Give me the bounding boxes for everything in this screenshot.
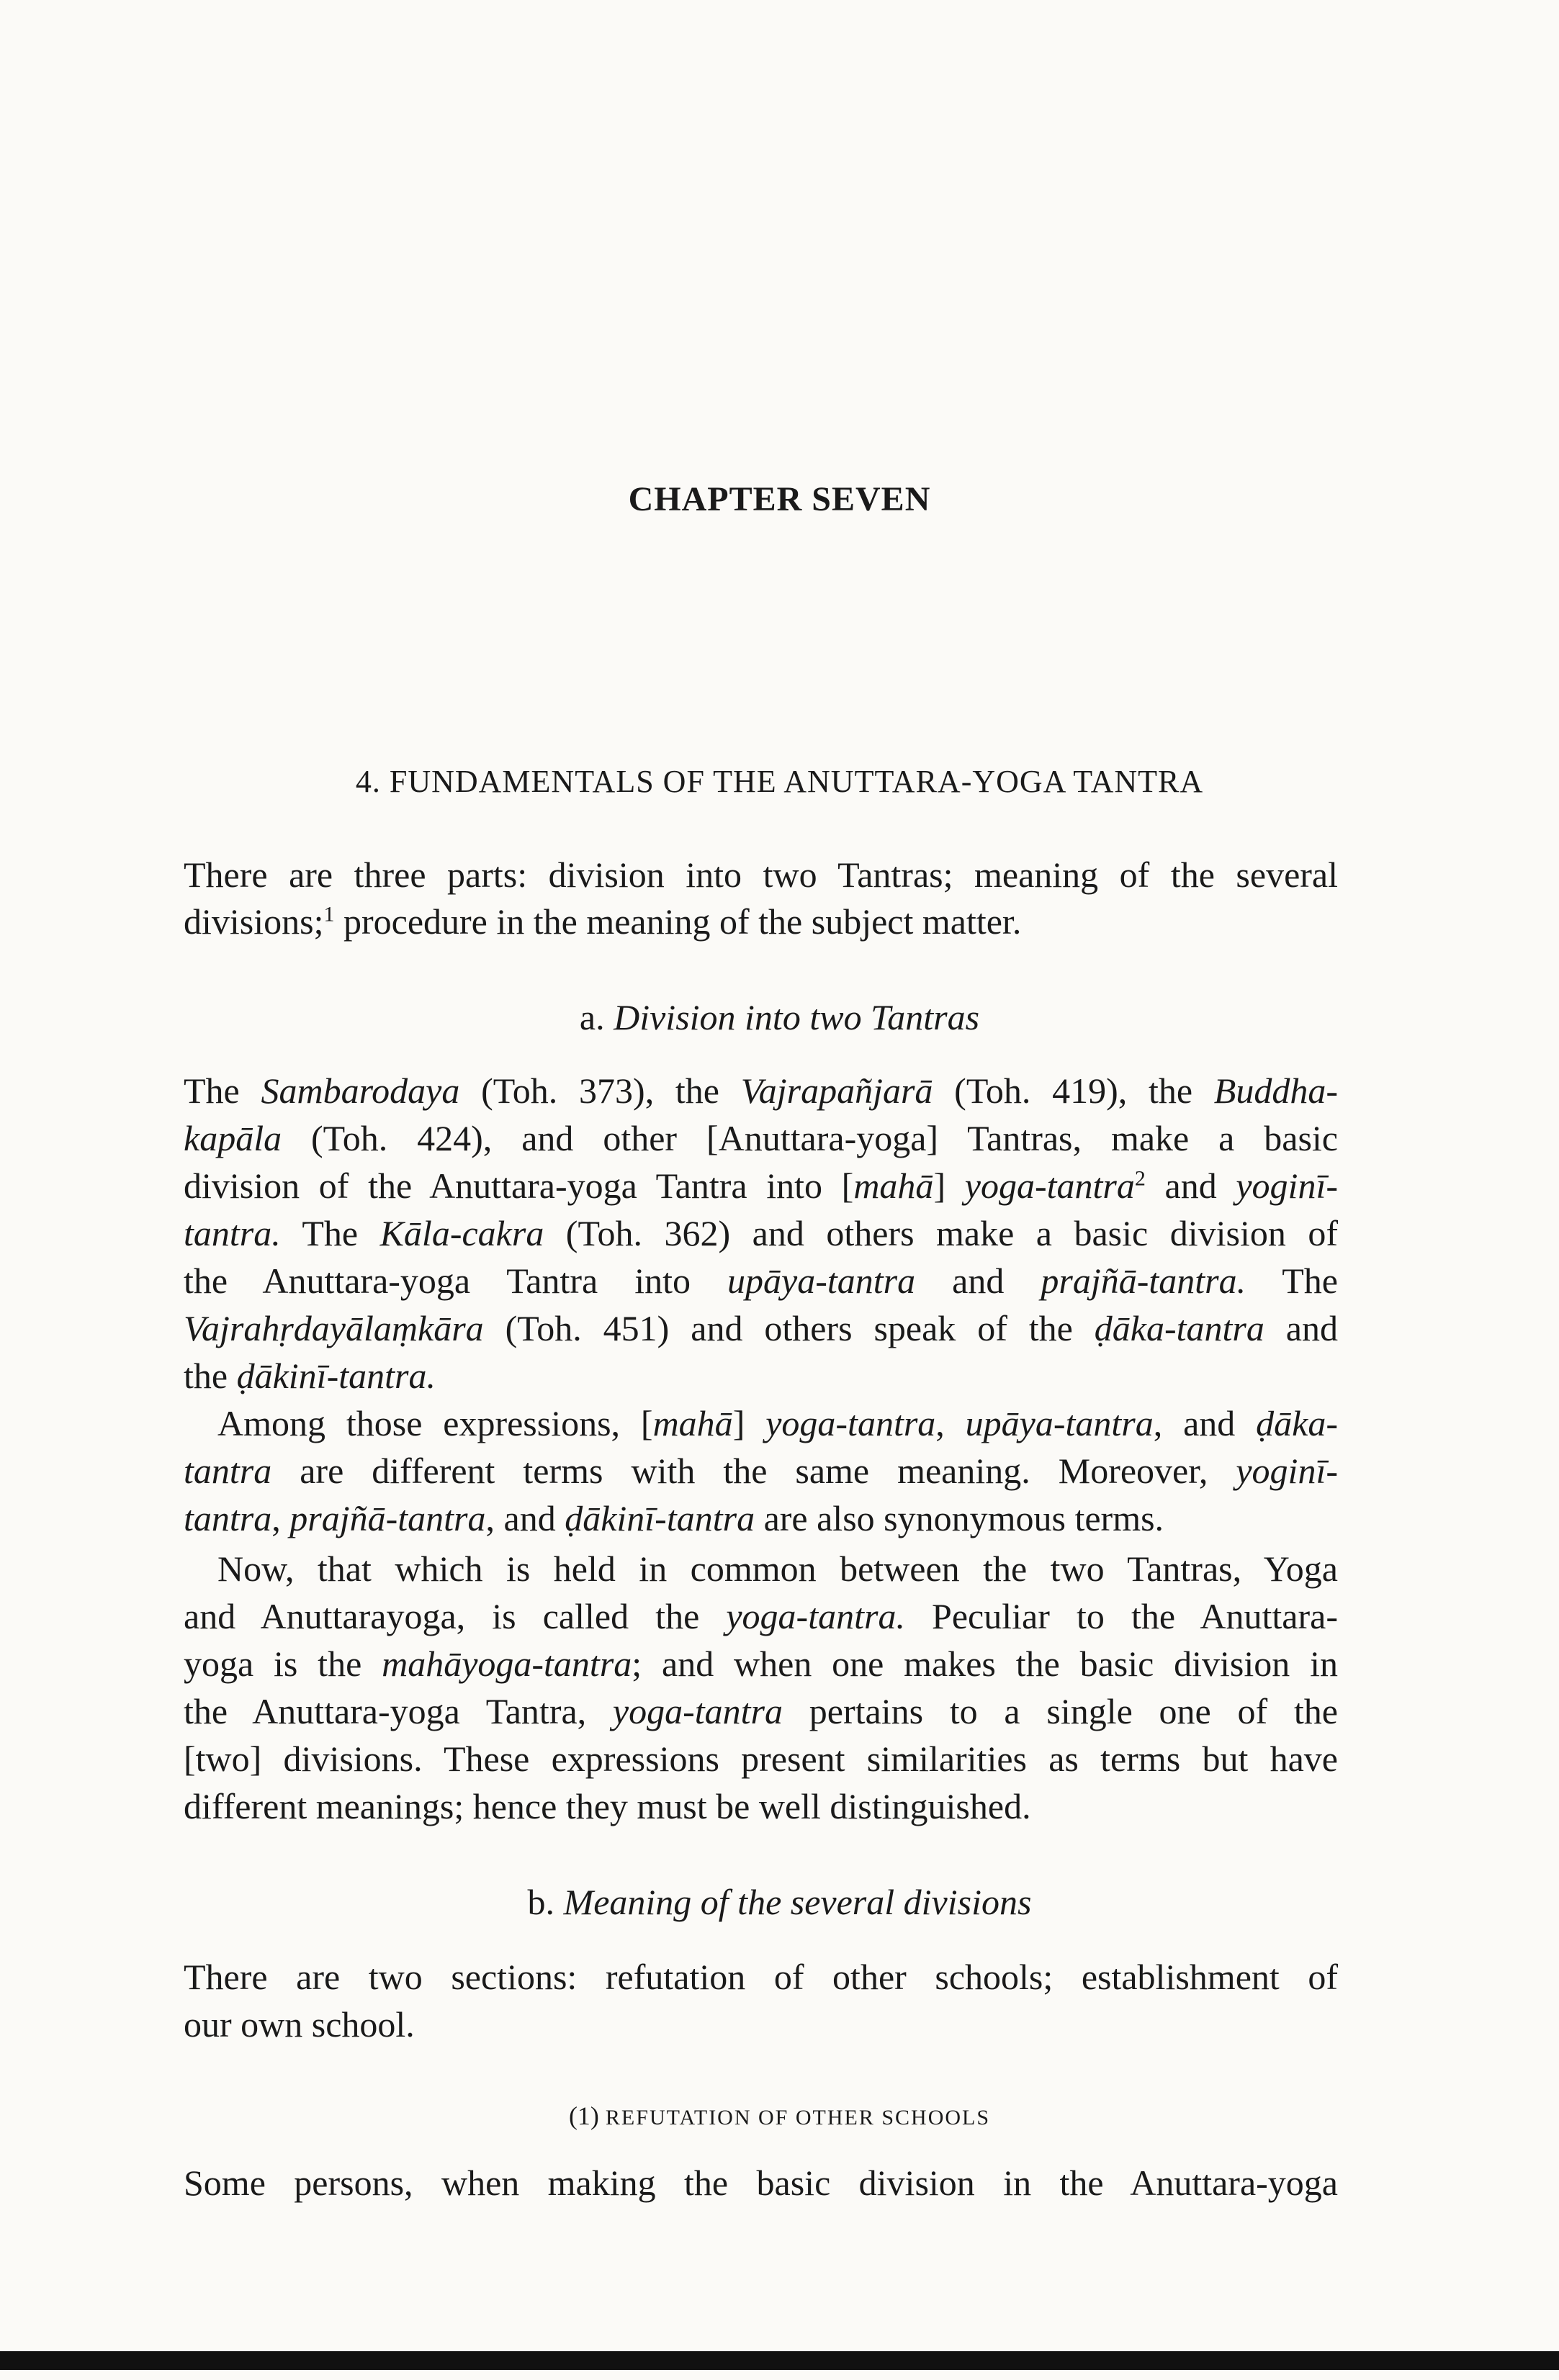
- para3-line-2: and Anuttarayoga, is called the yoga-tantra. Peculiar to the Anuttara-: [184, 1596, 1338, 1636]
- para2-line-2: tantra are different terms with the same meaning. Moreover, yoginī-: [184, 1451, 1338, 1491]
- scan-bottom-edge: [0, 2351, 1559, 2370]
- para2-line-3: tantra, prajñā-tantra, and ḍākinī-tantra are also synonymous terms.: [184, 1498, 1164, 1538]
- section-b-heading: b. Meaning of the several divisions: [527, 1882, 1032, 1922]
- para4-line-2: our own school.: [184, 2004, 415, 2045]
- para1-line-6: Vajrahṛdayālaṃkāra (Toh. 451) and others speak of the ḍāka-tantra and: [184, 1308, 1338, 1348]
- para1-line-3: division of the Anuttara-yoga Tantra into [mahā] yoga-tantra$^2$ and yoginī-: [184, 1166, 1338, 1206]
- para3-line-6: different meanings; hence they must be well distinguished.: [184, 1786, 1031, 1826]
- para1-line-5: the Anuttara-yoga Tantra into upāya-tantra and prajñā-tantra. The: [184, 1261, 1338, 1301]
- section-a-heading: a. Division into two Tantras: [579, 997, 980, 1037]
- para3-line-4: the Anuttara-yoga Tantra, yoga-tantra pertains to a single one of the: [184, 1691, 1338, 1731]
- para4-line-1: There are two sections: refutation of other schools; establishment of: [184, 1957, 1338, 1997]
- intro-line-1: There are three parts: division into two Tantras; meaning of the several: [184, 855, 1338, 895]
- para1-line-4: tantra. The Kāla-cakra (Toh. 362) and others make a basic division of: [184, 1213, 1338, 1253]
- footnote-1-marker: 1: [323, 902, 335, 927]
- part-heading: 4. FUNDAMENTALS OF THE ANUTTARA-YOGA TANTRA: [355, 764, 1204, 799]
- chapter-title: CHAPTER SEVEN: [628, 480, 931, 518]
- para1-line-1: The Sambarodaya (Toh. 373), the Vajrapañjarā (Toh. 419), the Buddha-: [184, 1070, 1338, 1111]
- para3-line-5: [two] divisions. These expressions present similarities as terms but have: [184, 1739, 1338, 1779]
- subsection-1-heading: (1) REFUTATION OF OTHER SCHOOLS: [568, 2101, 991, 2130]
- para5-line-1: Some persons, when making the basic division in the Anuttara-yoga: [184, 2163, 1338, 2203]
- para3-line-3: yoga is the mahāyoga-tantra; and when one makes the basic division in: [184, 1644, 1338, 1684]
- para1-line-2: kapāla (Toh. 424), and other [Anuttara-yoga] Tantras, make a basic: [184, 1118, 1338, 1158]
- para2-line-1: Among those expressions, [mahā] yoga-tantra, upāya-tantra, and ḍāka-: [217, 1403, 1339, 1443]
- para1-line-7: the ḍākinī-tantra.: [184, 1356, 436, 1396]
- intro-line-2: divisions;$^1$ procedure in the meaning of the subject matter.: [184, 901, 1022, 942]
- footnote-2-marker: 2: [1134, 1166, 1146, 1191]
- para3-line-1: Now, that which is held in common between the two Tantras, Yoga: [217, 1549, 1338, 1589]
